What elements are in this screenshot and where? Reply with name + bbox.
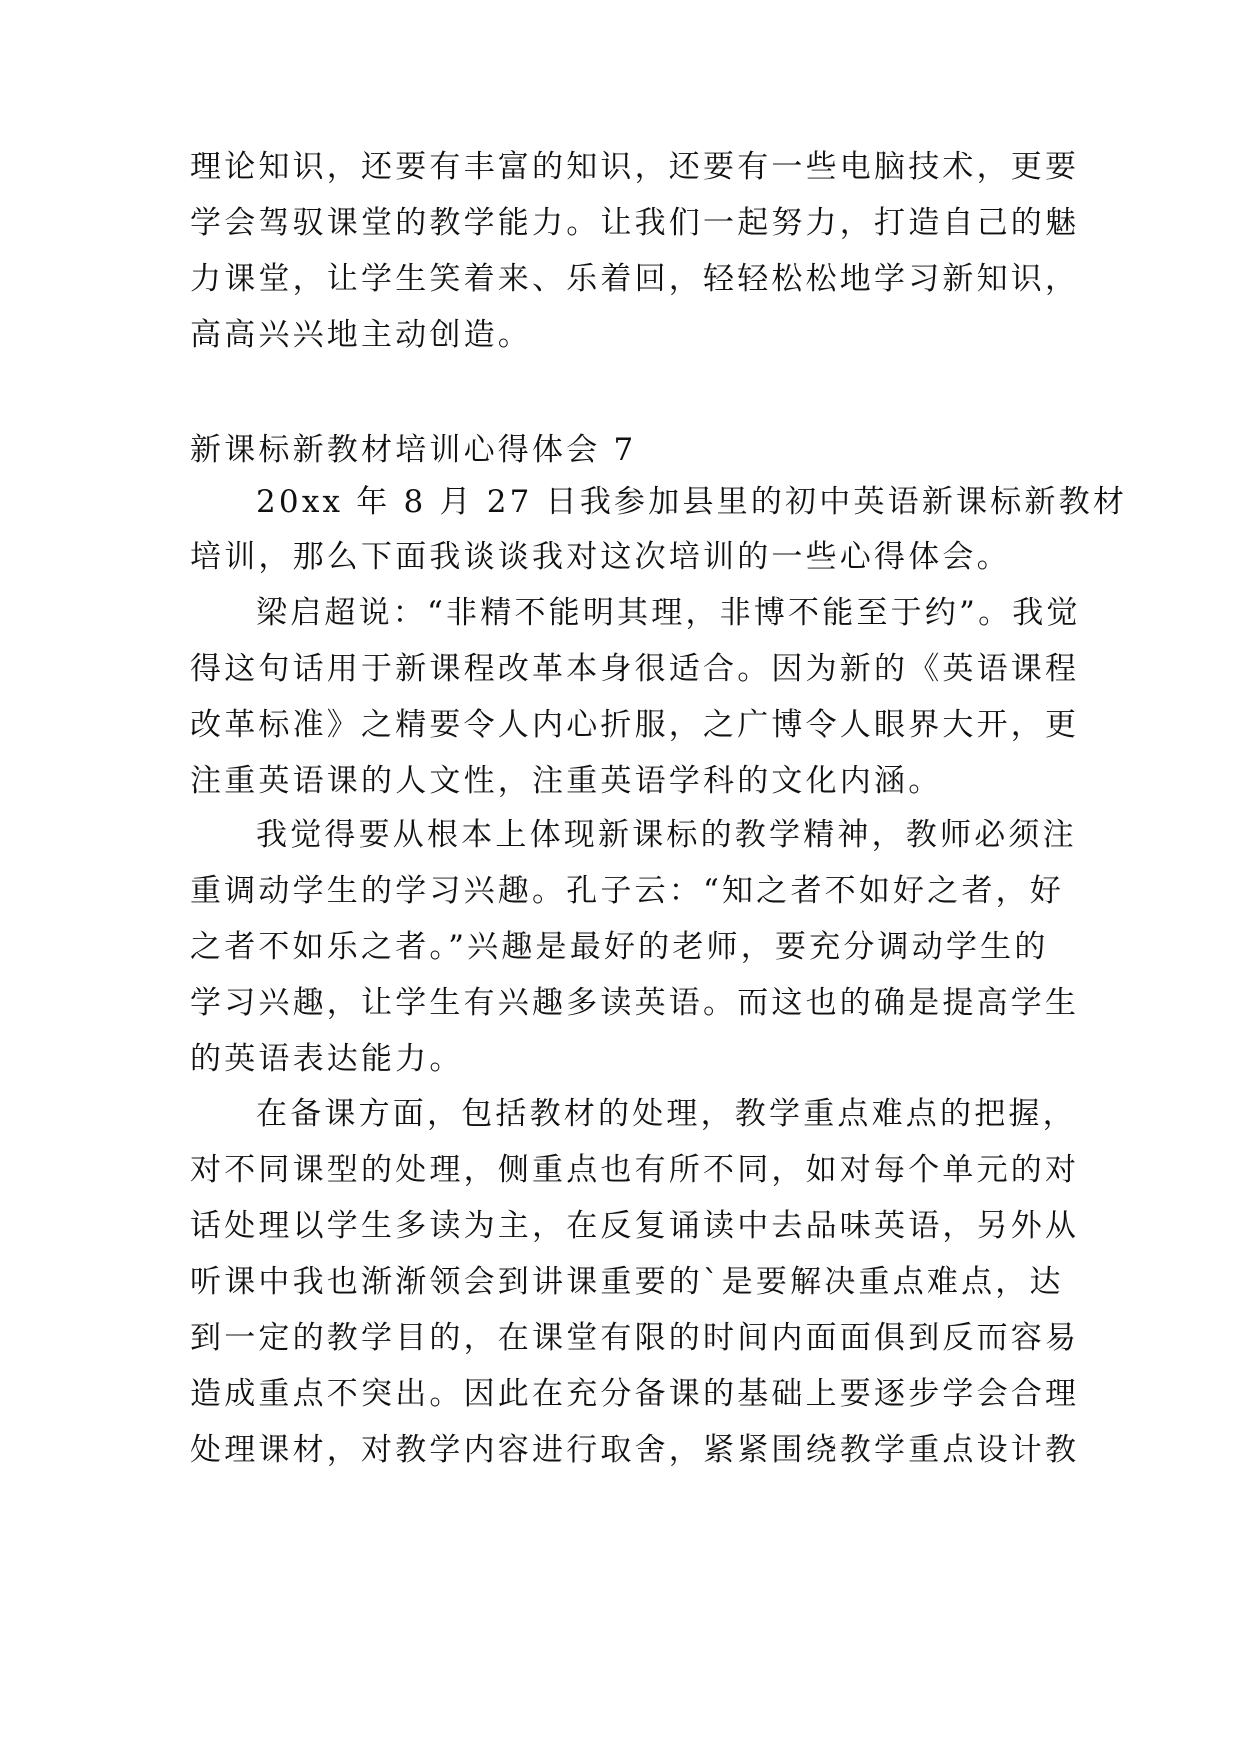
paragraph-line: 在备课方面，包括教材的处理，教学重点难点的把握， bbox=[256, 1096, 1077, 1132]
paragraph-line: 力课堂，让学生笑着来、乐着回，轻轻松松地学习新知识， bbox=[190, 261, 1080, 297]
paragraph-line: 我觉得要从根本上体现新课标的教学精神，教师必须注 bbox=[256, 817, 1077, 853]
paragraph-line: 改革标准》之精要令人内心折服，之广博令人眼界大开，更 bbox=[190, 707, 1080, 743]
paragraph-line: 话处理以学生多读为主，在反复诵读中去品味英语，另外从 bbox=[190, 1208, 1080, 1244]
paragraph-line: 理论知识，还要有丰富的知识，还要有一些电脑技术，更要 bbox=[190, 149, 1080, 185]
paragraph-line: 梁启超说：“非精不能明其理，非博不能至于约”。我觉 bbox=[256, 595, 1081, 631]
paragraph-line: 得这句话用于新课程改革本身很适合。因为新的《英语课程 bbox=[190, 651, 1080, 687]
paragraph-line: 的英语表达能力。 bbox=[190, 1041, 464, 1077]
paragraph-line: 听课中我也渐渐领会到讲课重要的`是要解决重点难点，达 bbox=[190, 1264, 1064, 1300]
paragraph-line: 对不同课型的处理，侧重点也有所不同，如对每个单元的对 bbox=[190, 1152, 1080, 1188]
paragraph-line: 高高兴兴地主动创造。 bbox=[190, 317, 532, 353]
paragraph-line: 造成重点不突出。因此在充分备课的基础上要逐步学会合理 bbox=[190, 1376, 1080, 1412]
paragraph-line: 之者不如乐之者。”兴趣是最好的老师，要充分调动学生的 bbox=[190, 929, 1049, 965]
paragraph-line: 学会驾驭课堂的教学能力。让我们一起努力，打造自己的魅 bbox=[190, 205, 1080, 241]
paragraph-line: 培训，那么下面我谈谈我对这次培训的一些心得体会。 bbox=[190, 539, 1011, 575]
paragraph-line: 重调动学生的学习兴趣。孔子云：“知之者不如好之者，好 bbox=[190, 873, 1065, 909]
paragraph-line: 20xx 年 8 月 27 日我参加县里的初中英语新课标新教材 bbox=[256, 484, 1128, 520]
paragraph-line: 注重英语课的人文性，注重英语学科的文化内涵。 bbox=[190, 763, 943, 799]
paragraph-line: 处理课材，对教学内容进行取舍，紧紧围绕教学重点设计教 bbox=[190, 1432, 1080, 1468]
paragraph-line: 学习兴趣，让学生有兴趣多读英语。而这也的确是提高学生 bbox=[190, 985, 1080, 1021]
paragraph-line: 到一定的教学目的，在课堂有限的时间内面面俱到反而容易 bbox=[190, 1320, 1080, 1356]
section-heading: 新课标新教材培训心得体会 7 bbox=[190, 432, 637, 468]
